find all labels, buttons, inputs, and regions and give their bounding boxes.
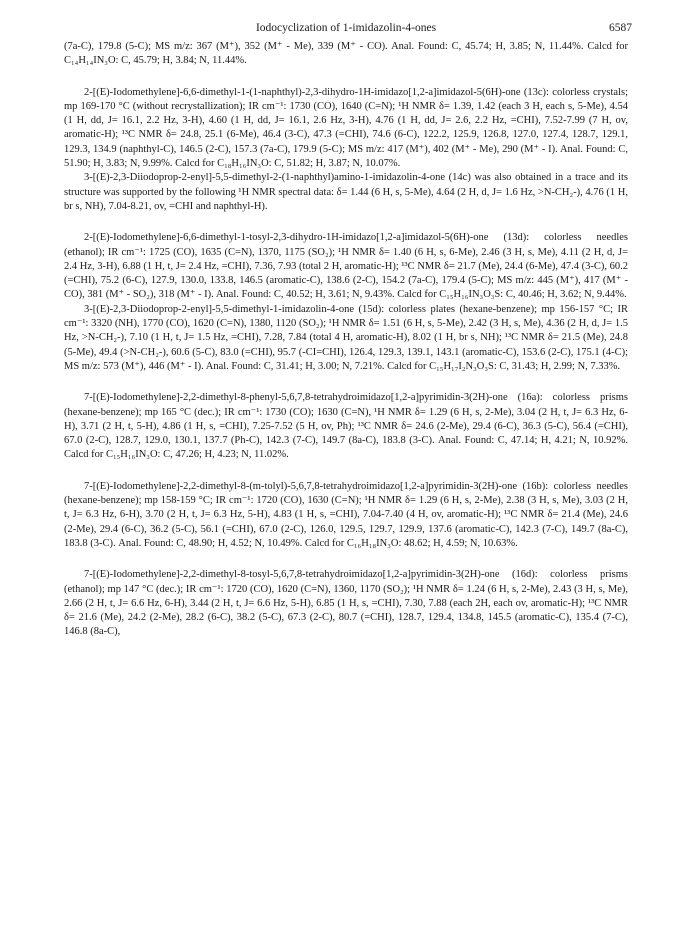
paragraph-compound-16b: 7-[(E)-Iodomethylene]-2,2-dimethyl-8-(m-tolyl)-5,6,7,8-tetrahydroimidazo[1,2-a]pyrimidin-3(2H)-one (16b): colorless needles (hexane-benzene); mp 158-159 °C; IR cm⁻¹: 1720 (CO), 1630 (C=N); ¹H NMR δ= 1.29 (6 H, s, 2-Me), 2.38 (3 H, s, Me), 3.03 (2 H, t, J= 6.3 Hz, 6-H), 3.70 (2 H, t, J= 6.3 Hz, 5-H), 4.83 (1 H, s, =CHI), 7.04-7.40 (4 H, ov, aromatic-H); ¹³C NMR δ= 21.4 (Me), 24.6 (2-Me), 29.4 (6-C), 36.2 (5-C), 56.1 (=CHI), 67.0 (2-C), 126.0, 129.5, 129.7, 129.9, 137.6 (aromatic-C), 142.3 (7-C), 149.7 (8a-C), 183.8 (3-C). Anal. Found: C, 48.90; H, 4.52; N, 10.49%. Calcd for C₁₆H₁₈IN₃O: 48.62; H, 4.59; N, 10.63%. <box>64 480 628 549</box>
paragraph-compound-13c: 2-[(E)-Iodomethylene]-6,6-dimethyl-1-(1-naphthyl)-2,3-dihydro-1H-imidazo[1,2-a]imidazol-5(6H)-one (13c): colorless crystals; mp 169-170 °C (without recrystallization); IR cm⁻¹: 1730 (CO), 1640 (C=N); ¹H NMR δ= 1.39, 1.42 (each 3 H, each s, 5-Me), 4.54 (1 H, dd, J= 16.1, 2.2 Hz, 3-H), 4.60 (1 H, dd, J= 16.1, 2.6 Hz, 3-H), 4.76 (1 H, dd, J= 2.6, 2.2 Hz, =CHI), 7.52-7.99 (7 H, ov, aromatic-H); ¹³C NMR δ= 24.8, 25.1 (6-Me), 46.4 (3-C), 47.3 (=CHI), 74.6 (6-C), 122.2, 125.9, 126.8, 127.0, 127.4, 128.7, 129.1, 129.3, 134.9 (naphthyl-C), 146.5 (2-C), 157.3 (7a-C), 179.9 (5-C); MS m/z: 417 (M⁺), 402 (M⁺ - Me), 290 (M⁺ - I). Anal. Found: C, 51.90; H, 3.83; N, 9.99%. Calcd for C₁₈H₁₆IN₃O: C, 51.82; H, 3.87; N, 10.07%. <box>64 86 628 170</box>
paragraph-compound-13d: 2-[(E)-Iodomethylene]-6,6-dimethyl-1-tosyl-2,3-dihydro-1H-imidazo[1,2-a]imidazol-5(6H)-one (13d): colorless needles (ethanol); IR cm⁻¹: 1725 (CO), 1635 (C=N), 1370, 1175 (SO₂); ¹H NMR δ= 1.40 (6 H, s, 6-Me), 2.46 (3 H, s, Me), 4.11 (2 H, d, J= 2.4 Hz, 3-H), 6.88 (1 H, t, J= 2.4 Hz, =CHI), 7.36, 7.93 (total 2 H, aromatic-H); ¹³C NMR δ= 21.7 (Me), 24.4 (6-Me), 47.4 (3-C), 60.2 (=CHI), 75.2 (6-C), 127.9, 130.0, 133.8, 146.5 (aromatic-C), 138.6 (2-C), 154.2 (7a-C), 179.4 (5-C); MS m/z: 445 (M⁺), 417 (M⁺ - CO), 381 (M⁺ - SO₂), 318 (M⁺ - I). Anal. Found: C, 40.52; H, 3.61; N, 9.43%. Calcd for C₁₅H₁₆IN₃O₃S: C, 40.46; H, 3.62; N, 9.44%. <box>64 232 628 301</box>
paragraph-continued-13b: (7a-C), 179.8 (5-C); MS m/z: 367 (M⁺), 352 (M⁺ - Me), 339 (M⁺ - CO). Anal. Found: C, 45.74; H, 3.85; N, 11.44%. Calcd for C₁₄H₁₄IN₃O: C, 45.79; H, 3.84; N, 11.44%. <box>64 41 628 67</box>
paragraph-compound-14c: 3-[(E)-2,3-Diiodoprop-2-enyl]-5,5-dimethyl-2-(1-naphthyl)amino-1-imidazolin-4-one (14c) was also obtained in a trace and its structure was supported by the following ¹H NMR spectral data: δ= 1.44 (6 H, s, 5-Me), 4.64 (2 H, d, J= 1.6 Hz, >N-CH₂-), 4.76 (1 H, br s, NH), 7.04-8.21, ov, =CHI and naphthyl-H). <box>64 172 628 212</box>
paragraph-compound-16a: 7-[(E)-Iodomethylene]-2,2-dimethyl-8-phenyl-5,6,7,8-tetrahydroimidazo[1,2-a]pyrimidin-3(2H)-one (16a): colorless prisms (hexane-benzene); mp 165 °C (dec.); IR cm⁻¹: 1730 (CO); 1630 (C=N), ¹H NMR δ= 1.29 (6 H, s, 2-Me), 3.04 (2 H, t, J= 6.3 Hz, 6-H), 3.71 (2 H, t, 5-H), 4.86 (1 H, s, =CHI), 7.25-7.52 (5 H, ov, Ph); ¹³C NMR δ= 24.6 (2-Me), 29.4 (6-C), 36.3 (5-C), 56.4 (=CHI), 67.0 (2-C), 128.7, 129.0, 130.1, 137.7 (Ph-C), 142.3 (7-C), 149.7 (8a-C), 183.8 (3-C). Anal. Found: C, 47.14; H, 4.21; N, 10.92%. Calcd for C₁₅H₁₆IN₃O: C, 47.26; H, 4.23; N, 11.02%. <box>64 392 628 461</box>
page-number: 6587 <box>609 22 632 34</box>
paragraph-compound-15d: 3-[(E)-2,3-Diiodoprop-2-enyl]-5,5-dimethyl-1-imidazolin-4-one (15d): colorless plates (hexane-benzene); mp 156-157 °C; IR cm⁻¹: 3320 (NH), 1770 (CO), 1620 (C=N), 1380, 1120 (SO₂); ¹H NMR δ= 1.51 (6 H, s, 5-Me), 2.42 (3 H, s, Me), 4.36 (2 H, d, J= 1.5 Hz, >N-CH₂-), 7.10 (1 H, t, J= 1.5 Hz, =CHI), 7.28, 7.84 (total 4 H, aromatic-H), 8.02 (1 H, br s, NH); ¹³C NMR δ= 21.5 (Me), 24.8 (5-Me), 49.4 (>N-CH₂-), 60.6 (5-C), 83.0 (=CHI), 95.7 (-CI=CHI), 126.4, 129.3, 139.1, 143.1 (aromatic-C), 153.6 (2-C), 175.1 (4-C); MS m/z: 573 (M⁺), 446 (M⁺ - I). Anal. Found: C, 31.41; H, 3.00; N, 7.21%. Calcd for C₁₅H₁₇I₂N₃O₃S: C, 31.43; H, 2.99; N, 7.33%. <box>64 303 628 372</box>
running-header <box>64 22 632 40</box>
page <box>64 22 632 640</box>
running-title: Iodocyclization of 1-imidazolin-4-ones <box>255 22 437 34</box>
paragraph-compound-16d: 7-[(E)-Iodomethylene]-2,2-dimethyl-8-tosyl-5,6,7,8-tetrahydroimidazo[1,2-a]pyrimidin-3(2H)-one (16d): colorless prisms (ethanol); mp 147 °C (dec.); IR cm⁻¹: 1720 (CO), 1620 (C=N), 1360, 1170 (SO₂); ¹H NMR δ= 1.24 (6 H, s, 2-Me), 2.43 (3 H, s, Me), 2.66 (2 H, t, J= 6.6 Hz, 6-H), 3.44 (2 H, t, J= 6.6 Hz, 5-H), 6.85 (1 H, s, =CHI), 7.30, 7.88 (each 2H, each ov, aromatic-H); ¹³C NMR δ= 21.6 (Me), 24.2 (2-Me), 28.2 (6-C), 38.2 (5-C), 67.3 (2-C), 80.7 (=CHI), 128.7, 129.4, 134.8, 145.5 (aromatic-C), 135.4 (7-C), 146.8 (8a-C), <box>64 569 628 638</box>
